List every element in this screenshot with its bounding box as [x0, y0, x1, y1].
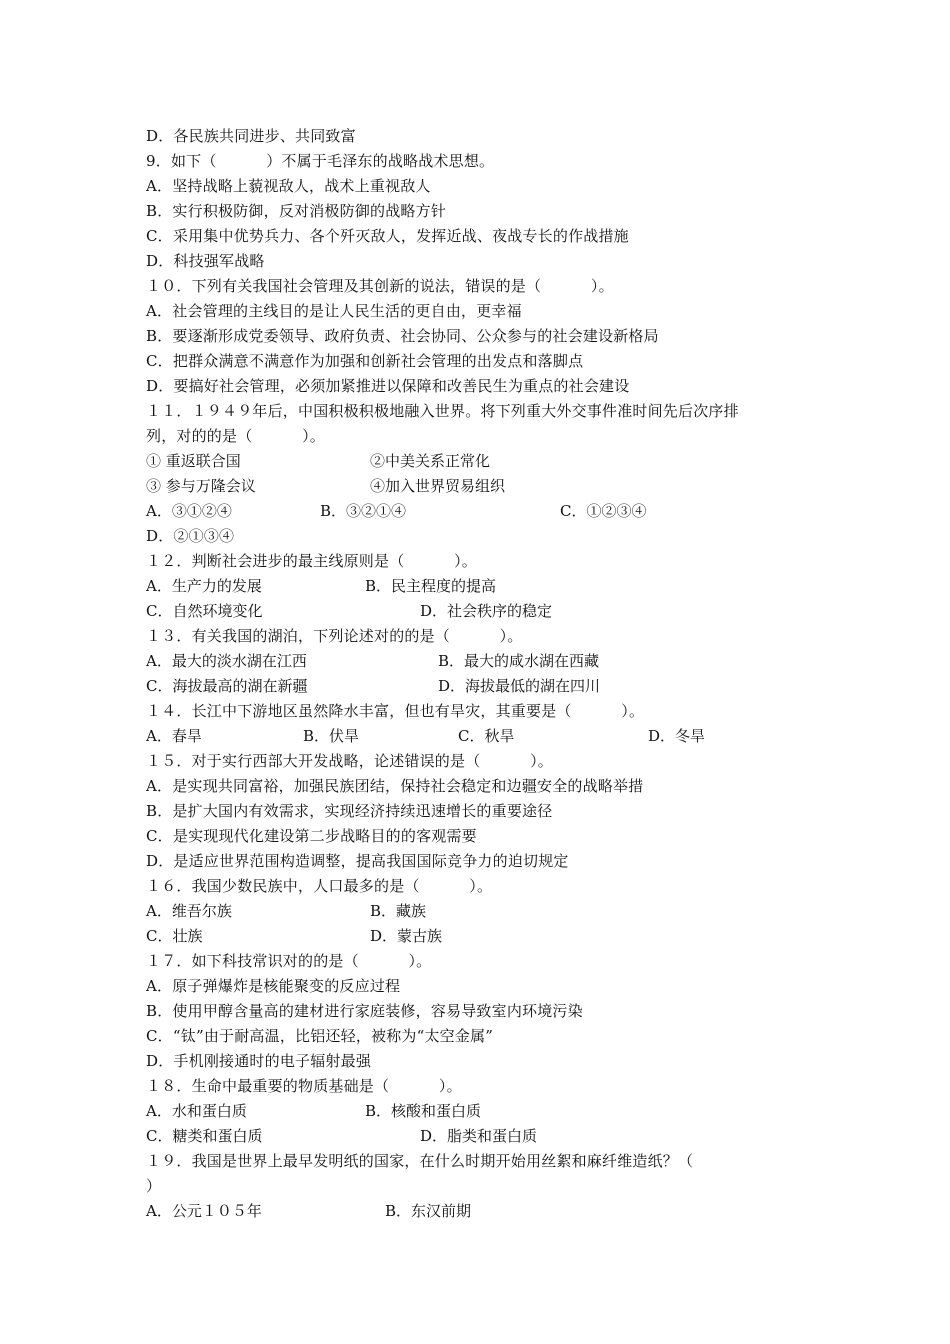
text-line: 列，对的的是（ ）。 [146, 427, 325, 445]
option-text: A．生产力的发展 [146, 577, 262, 595]
option-text: C．①②③④ [560, 502, 647, 520]
text-line: １６．我国少数民族中，人口最多的是（ ）。 [146, 877, 493, 895]
text-line: １９．我国是世界上最早发明纸的国家，在什么时期开始用丝絮和麻纤维造纸？（ [146, 1152, 694, 1170]
text-line: D．科技强军战略 [146, 252, 265, 270]
option-text: D．蒙古族 [370, 927, 443, 945]
option-text: B．伏旱 [303, 727, 360, 745]
option-text: B．最大的咸水湖在西藏 [438, 652, 600, 670]
option-text: ① 重返联合国 [146, 452, 241, 470]
option-text: C．海拔最高的湖在新疆 [146, 677, 308, 695]
option-text: A．春旱 [146, 727, 202, 745]
text-line: D．手机刚接通时的电子辐射最强 [146, 1052, 372, 1070]
option-text: B．东汉前期 [385, 1202, 472, 1220]
text-line: １５．对于实行西部大开发战略，论述错误的是（ ）。 [146, 752, 553, 770]
option-text: ②中美关系正常化 [370, 452, 491, 470]
text-line: C．“钛”由于耐高温，比铝还轻，被称为“太空金属” [146, 1027, 494, 1045]
text-line: １４．长江中下游地区虽然降水丰富，但也有旱灾，其重要是（ ）。 [146, 702, 645, 720]
option-text: A．水和蛋白质 [146, 1102, 247, 1120]
option-text: ③ 参与万隆会议 [146, 477, 256, 495]
text-line: B．使用甲醇含量高的建材进行家庭装修，容易导致室内环境污染 [146, 1002, 583, 1020]
option-text: B．民主程度的提高 [365, 577, 497, 595]
text-line: ） [146, 1177, 162, 1195]
option-text: C．糖类和蛋白质 [146, 1127, 263, 1145]
option-text: C．秋旱 [458, 727, 515, 745]
text-line: A．原子弹爆炸是核能聚变的反应过程 [146, 977, 401, 995]
option-text: D．冬旱 [648, 727, 706, 745]
text-line: １１．１９４９年后，中国积极积极地融入世界。将下列重大外交事件准时间先后次序排 [146, 402, 739, 420]
text-line: C．把群众满意不满意作为加强和创新社会管理的出发点和落脚点 [146, 352, 584, 370]
text-line: D．是适应世界范围构造调整，提高我国国际竞争力的迫切规定 [146, 852, 569, 870]
text-line: B．实行积极防御，反对消极防御的战略方针 [146, 202, 447, 220]
option-text: B．藏族 [370, 902, 427, 920]
option-text: A．维吾尔族 [146, 902, 232, 920]
text-line: １７．如下科技常识对的的是（ ）。 [146, 952, 432, 970]
text-line: １３．有关我国的湖泊，下列论述对的的是（ ）。 [146, 627, 523, 645]
text-line: １８．生命中最重要的物质基础是（ ）。 [146, 1077, 462, 1095]
option-text: C．壮族 [146, 927, 203, 945]
text-line: A．坚持战略上藐视敌人，战术上重视敌人 [146, 177, 431, 195]
option-text: D．海拔最低的湖在四川 [438, 677, 601, 695]
text-line: D．要搞好社会管理，必须加紧推进以保障和改善民生为重点的社会建设 [146, 377, 630, 395]
text-line: C．采用集中优势兵力、各个歼灭敌人，发挥近战、夜战专长的作战措施 [146, 227, 629, 245]
text-line: 9．如下（ ）不属于毛泽东的战略战术思想。 [146, 152, 495, 170]
option-text: A．最大的淡水湖在江西 [146, 652, 307, 670]
option-text: B．核酸和蛋白质 [365, 1102, 482, 1120]
text-line: １２．判断社会进步的最主线原则是（ ）。 [146, 552, 477, 570]
option-text: ④加入世界贸易组织 [370, 477, 506, 495]
text-line: B．是扩大国内有效需求，实现经济持续迅速增长的重要途径 [146, 802, 553, 820]
option-text: B．③②①④ [320, 502, 407, 520]
option-text: D．社会秩序的稳定 [420, 602, 553, 620]
text-line: １０．下列有关我国社会管理及其创新的说法，错误的是（ ）。 [146, 277, 614, 295]
text-line: C．是实现现代化建设第二步战略目的的客观需要 [146, 827, 477, 845]
text-line: A．社会管理的主线目的是让人民生活的更自由，更幸福 [146, 302, 522, 320]
text-line: D．各民族共同进步、共同致富 [146, 127, 356, 145]
option-text: D．脂类和蛋白质 [420, 1127, 538, 1145]
text-line: B．要逐渐形成党委领导、政府负责、社会协同、公众参与的社会建设新格局 [146, 327, 659, 345]
text-line: A．是实现共同富裕，加强民族团结，保持社会稳定和边疆安全的战略举措 [146, 777, 644, 795]
option-text: C．自然环境变化 [146, 602, 263, 620]
option-text: A．③①②④ [146, 502, 232, 520]
text-line: D．②①③④ [146, 527, 235, 545]
option-text: A．公元１０５年 [146, 1202, 262, 1220]
